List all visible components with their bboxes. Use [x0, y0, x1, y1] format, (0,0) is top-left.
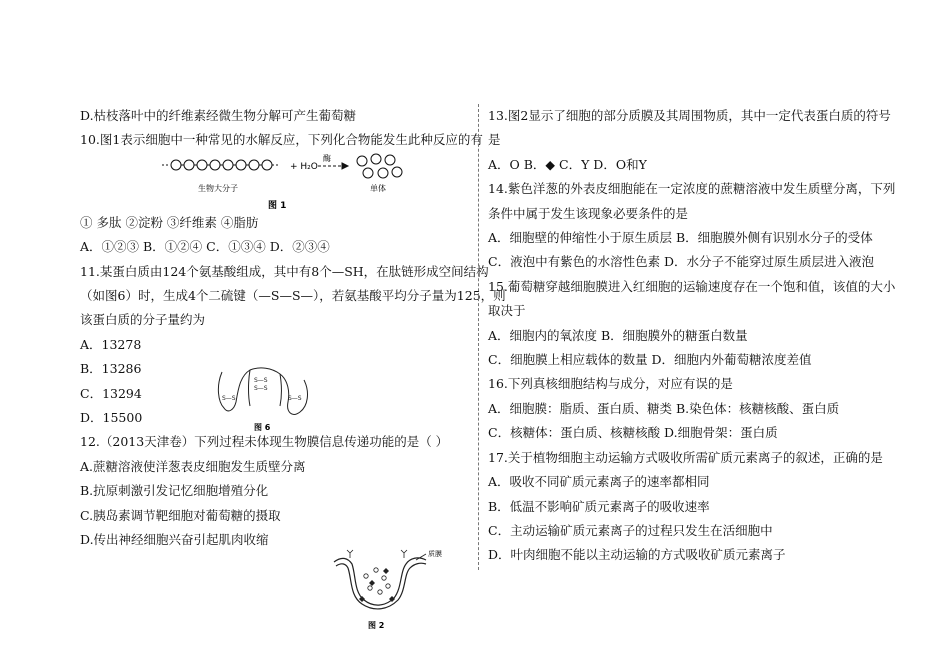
question-12-option-c: C.胰岛素调节靶细胞对葡萄糖的摄取 [80, 507, 281, 523]
question-14-stem-1: 14.紫色洋葱的外表皮细胞能在一定浓度的蔗糖溶液中发生质壁分离，下列 [488, 181, 896, 197]
question-16-options-cd: C．核糖体：蛋白质、核糖核酸 D.细胞骨架：蛋白质 [488, 425, 778, 441]
enzyme-label: 酶 [323, 153, 331, 163]
question-12-option-b: B.抗原刺激引发记忆细胞增殖分化 [80, 483, 269, 499]
reaction-arrow [318, 163, 348, 169]
svg-text:S—S: S—S [254, 385, 268, 392]
figure-2-diagram [330, 548, 450, 634]
question-11-stem-2: （如图6）时，生成4个二硫键（—S—S—），若氨基酸平均分子量为125，则 [80, 288, 506, 304]
question-17-option-d: D．叶肉细胞不能以主动运输的方式吸收矿质元素离子 [488, 547, 786, 563]
question-17-stem: 17.关于植物细胞主动运输方式吸收所需矿质元素离子的叙述，正确的是 [488, 449, 883, 465]
question-12-option-a: A.蔗糖溶液使洋葱表皮细胞发生质壁分离 [80, 458, 306, 474]
figure-6-diagram [210, 366, 320, 434]
monomer-label: 单体 [370, 183, 386, 193]
question-10-options-list: ① 多肽 ②淀粉 ③纤维素 ④脂肪 [80, 214, 259, 230]
question-10-stem: 10.图1表示细胞中一种常见的水解反应，下列化合物能发生此种反应的有 [80, 132, 483, 148]
question-15-options-cd: C．细胞膜上相应载体的数量 D．细胞内外葡萄糖浓度差值 [488, 352, 812, 368]
figure-6-caption: 图 6 [254, 423, 271, 432]
question-17-option-b: B．低温不影响矿质元素离子的吸收速率 [488, 498, 710, 514]
svg-text:S—S: S—S [222, 395, 236, 402]
figure-2-membrane [330, 548, 450, 637]
left-line-d-cellulose: D.枯枝落叶中的纤维素经微生物分解可产生葡萄糖 [80, 108, 357, 123]
left-column [80, 104, 506, 553]
figure-1-hydrolysis [80, 153, 472, 211]
question-14-options-ab: A．细胞壁的伸缩性小于原生质层 B．细胞膜外侧有识别水分子的受体 [488, 230, 873, 246]
question-11-option-d: D．15500 [80, 410, 143, 426]
question-11-option-a: A．13278 [80, 336, 142, 352]
question-10-answers: A．①②③ B．①②④ C．①③④ D．②③④ [80, 239, 330, 255]
question-17-option-a: A．吸收不同矿质元素离子的速率都相同 [488, 474, 710, 490]
svg-text:S—S: S—S [254, 377, 268, 384]
question-11-stem-1: 11.某蛋白质由124个氨基酸组成，其中有8个—SH，在肽链形成空间结构 [80, 263, 489, 279]
macromolecule-chain [162, 160, 278, 170]
question-14-options-cd: C．液泡中有紫色的水溶性色素 D．水分子不能穿过原生质层进入液泡 [488, 254, 875, 270]
monomers [357, 154, 402, 178]
question-15-options-ab: A．细胞内的氧浓度 B．细胞膜外的糖蛋白数量 [488, 327, 748, 343]
question-13-stem-1: 13.图2显示了细胞的部分质膜及其周围物质，其中一定代表蛋白质的符号 [488, 108, 891, 123]
question-12-option-d: D.传出神经细胞兴奋引起肌肉收缩 [80, 532, 269, 548]
question-11-option-c: C．13294 [80, 385, 142, 401]
question-14-stem-2: 条件中属于发生该现象必要条件的是 [488, 205, 689, 221]
question-13-options: A．O B．◆ C．Y D．O和Y [488, 156, 647, 172]
question-16-options-ab: A．细胞膜：脂质、蛋白质、糖类 B.染色体：核糖核酸、蛋白质 [488, 400, 840, 416]
membrane-label: 质膜 [428, 550, 442, 558]
question-11-stem-3: 该蛋白质的分子量约为 [80, 312, 206, 328]
column-divider [478, 104, 479, 570]
figure-6-protein [210, 366, 320, 437]
question-11-option-b: B．13286 [80, 361, 142, 377]
figure-1-diagram [80, 153, 472, 211]
figure-2-caption: 图 2 [368, 621, 385, 630]
right-column [488, 104, 896, 568]
question-15-stem-1: 15.葡萄糖穿越细胞膜进入红细胞的运输速度存在一个饱和值，该值的大小 [488, 278, 896, 294]
question-17-option-c: C．主动运输矿质元素离子的过程只发生在活细胞中 [488, 522, 773, 538]
question-13-stem-2: 是 [488, 132, 501, 148]
figure-1-caption: 图 1 [268, 200, 287, 211]
macromolecule-label: 生物大分子 [198, 183, 238, 193]
water-label: + H₂O [290, 161, 318, 172]
svg-text:S—S: S—S [288, 395, 302, 402]
question-12-stem: 12.（2013天津卷）下列过程未体现生物膜信息传递功能的是（ ） [80, 434, 449, 450]
question-16-stem: 16.下列真核细胞结构与成分，对应有误的是 [488, 376, 733, 392]
question-15-stem-2: 取决于 [488, 303, 526, 319]
